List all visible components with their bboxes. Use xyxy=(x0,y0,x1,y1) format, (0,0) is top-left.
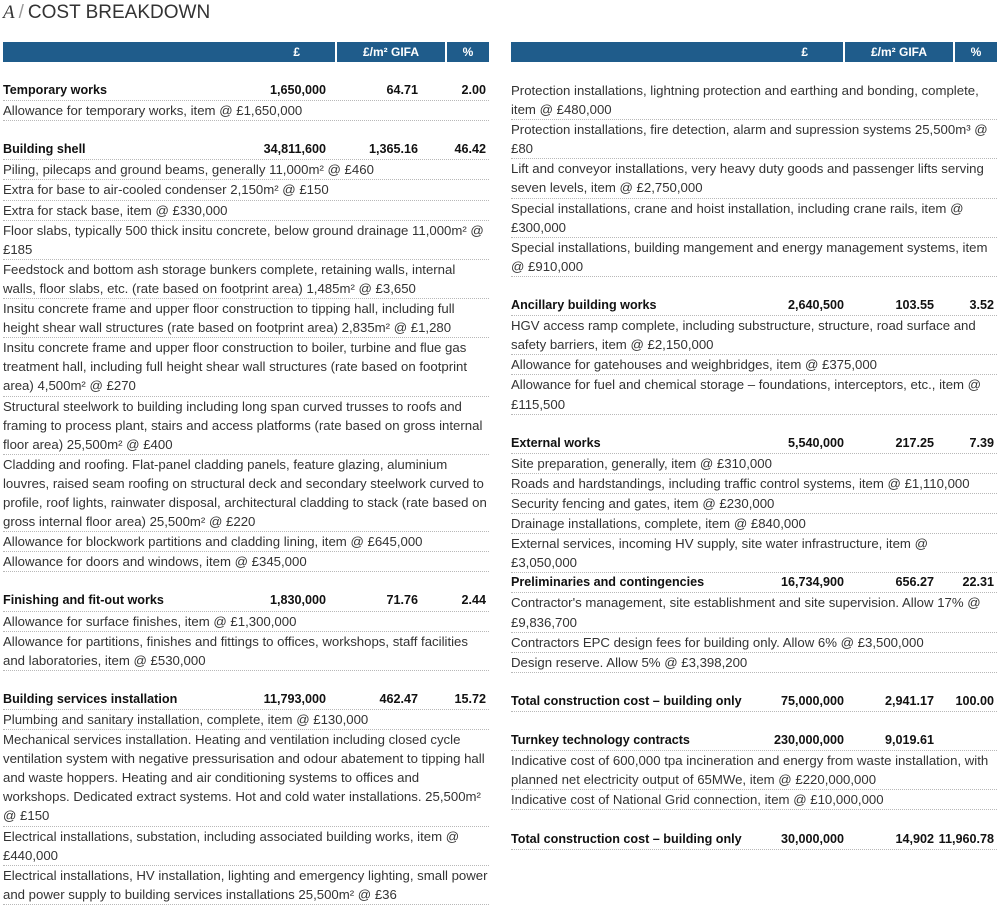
line-item: Site preparation, generally, item @ £310,000 xyxy=(511,454,997,474)
section-temporary-works xyxy=(3,81,489,101)
section-gifa: 64.71 xyxy=(386,83,418,97)
line-item: Allowance for gatehouses and weighbridges, item @ £375,000 xyxy=(511,355,997,375)
line-item: HGV access ramp complete, including substructure, structure, road surface and safety barriers, item @ £2,150,000 xyxy=(511,316,997,355)
line-item: Insitu concrete frame and upper floor construction to boiler, turbine and flue gas treatment hall, including full height shear wall structures (rate based on footprint area) 4,500m² @ £270 xyxy=(3,338,489,396)
header-pound: £ xyxy=(511,42,843,62)
section-percent: 2.00 xyxy=(461,83,486,97)
section-percent: 22.31 xyxy=(962,575,994,590)
section-amount: 1,650,000 xyxy=(269,83,326,97)
line-item: External services, incoming HV supply, site water infrastructure, item @ £3,050,000 xyxy=(511,534,997,573)
line-item: Allowance for partitions, finishes and fittings to offices, workshops, staff facilities and laboratories, item @ £530,000 xyxy=(3,632,489,671)
section-title: Total construction cost – building only xyxy=(511,831,742,846)
section-amount: 1,830,000 xyxy=(269,593,326,608)
section-amount: 16,734,900 xyxy=(780,575,844,590)
line-item: Roads and hardstandings, including traffic control systems, item @ £1,110,000 xyxy=(511,474,997,494)
section-amount: 5,540,000 xyxy=(787,435,844,450)
line-item: Lift and conveyor installations, very heavy duty goods and passenger lifts serving seven levels, item @ £2,750,000 xyxy=(511,159,997,198)
section-amount: 75,000,000 xyxy=(780,693,844,708)
section-percent: 7.39 xyxy=(969,435,994,450)
line-item: Special installations, crane and hoist installation, including crane rails, item @ £300,000 xyxy=(511,199,997,238)
section-gifa: 103.55 xyxy=(895,298,934,313)
line-item: Protection installations, lightning protection and earthing and bonding, complete, item @ £480,000 xyxy=(511,81,997,120)
line-item: Insitu concrete frame and upper floor construction to tipping hall, including full height shear wall structures (rate based on footprint area) 2,835m² @ £1,280 xyxy=(3,299,489,338)
line-item: Allowance for doors and windows, item @ £345,000 xyxy=(3,552,489,572)
line-item: Extra for base to air-cooled condenser 2,150m² @ £150 xyxy=(3,180,489,200)
line-item: Plumbing and sanitary installation, complete, item @ £130,000 xyxy=(3,710,489,730)
line-item: Allowance for surface finishes, item @ £1,300,000 xyxy=(3,612,489,632)
line-item: Protection installations, fire detection, alarm and supression systems 25,500m³ @ £80 xyxy=(511,120,997,159)
section-title: Building services installation xyxy=(3,691,178,706)
line-item: Allowance for blockwork partitions and cladding lining, item @ £645,000 xyxy=(3,532,489,552)
section-percent: 11,960.78 xyxy=(938,831,994,846)
line-item: Security fencing and gates, item @ £230,000 xyxy=(511,494,997,514)
line-item: Feedstock and bottom ash storage bunkers complete, retaining walls, internal walls, floor slabs, etc. (rate based on footprint area) 1,485m² @ £3,650 xyxy=(3,260,489,299)
total-row xyxy=(511,830,997,850)
title-separator: / xyxy=(18,2,24,23)
section-title: Turnkey technology contracts xyxy=(511,733,690,748)
section-finishing-fitout xyxy=(3,591,489,611)
page-title xyxy=(3,0,210,28)
section-percent xyxy=(934,731,997,750)
section-title: Preliminaries and contingencies xyxy=(511,575,705,590)
header-gifa: £/m² GIFA xyxy=(337,42,445,62)
line-item: Structural steelwork to building including long span curved trusses to roofs and framing to process plant, stairs and access platforms (rate based on gross internal floor area) 25,500m² @ £400 xyxy=(3,397,489,455)
section-gifa: 1,365.16 xyxy=(368,142,418,157)
line-item: Mechanical services installation. Heating and ventilation including closed cycle ventilation system with negative pressurisation and odour abatement to tipping hall and waste hoppers. Heating and air conditioning systems to offices and workshops. Dedicated extract systems. Hot and cold water installations. 25,500m² @ £150 xyxy=(3,730,489,826)
section-title: Ancillary building works xyxy=(511,298,657,313)
section-percent: 15.72 xyxy=(454,691,486,706)
line-item: Extra for stack base, item @ £330,000 xyxy=(3,201,489,221)
section-title: Finishing and fit-out works xyxy=(3,593,164,608)
section-amount: 30,000,000 xyxy=(780,831,844,846)
section-gifa: 217.25 xyxy=(895,435,934,450)
line-item: Electrical installations, HV installation, lighting and emergency lighting, small power and power supply to building services installations 25,500m² @ £36 xyxy=(3,866,489,905)
line-item: Floor slabs, typically 500 thick insitu concrete, below ground drainage 11,000m² @ £185 xyxy=(3,221,489,260)
header-gifa: £/m² GIFA xyxy=(845,42,953,62)
line-item: Contractor's management, site establishment and site supervision. Allow 17% @ £9,836,700 xyxy=(511,593,997,632)
left-column xyxy=(3,42,489,905)
line-item: Drainage installations, complete, item @ £840,000 xyxy=(511,514,997,534)
section-gifa: 14,902 xyxy=(895,831,934,846)
section-gifa: 656.27 xyxy=(895,575,934,590)
header-percent: % xyxy=(955,42,997,62)
section-turnkey xyxy=(511,731,997,751)
line-item: Contractors EPC design fees for building only. Allow 6% @ £3,500,000 xyxy=(511,633,997,653)
line-item: Design reserve. Allow 5% @ £3,398,200 xyxy=(511,653,997,673)
section-amount: 230,000,000 xyxy=(773,733,844,748)
table-header xyxy=(3,42,489,62)
section-percent: 46.42 xyxy=(454,142,486,157)
line-item: Allowance for temporary works, item @ £1,650,000 xyxy=(3,101,489,121)
section-title: COST BREAKDOWN xyxy=(27,2,211,23)
section-preliminaries xyxy=(511,573,997,593)
line-item: Allowance for fuel and chemical storage – foundations, interceptors, etc., item @ £115,500 xyxy=(511,375,997,414)
section-gifa: 2,941.17 xyxy=(884,693,934,708)
section-gifa: 462.47 xyxy=(379,691,418,706)
section-external-works xyxy=(511,434,997,454)
section-title: Temporary works xyxy=(3,83,108,97)
line-item: Special installations, building mangement and energy management systems, item @ £910,000 xyxy=(511,238,997,277)
right-column xyxy=(511,42,997,850)
section-building-shell xyxy=(3,140,489,160)
section-title: External works xyxy=(511,435,601,450)
line-item: Electrical installations, substation, including associated building works, item @ £440,000 xyxy=(3,827,489,866)
section-percent: 3.52 xyxy=(969,298,994,313)
section-amount: 11,793,000 xyxy=(263,691,326,706)
table-header xyxy=(511,42,997,62)
section-gifa: 9,019.61 xyxy=(884,733,934,748)
section-amount: 2,640,500 xyxy=(787,298,844,313)
section-title: Total construction cost – building only xyxy=(511,693,742,708)
section-ancillary-building xyxy=(511,296,997,316)
header-pound: £ xyxy=(3,42,335,62)
line-item: Indicative cost of 600,000 tpa incineration and energy from waste installation, with planned net electricity output of 65MWe, item @ £220,000,000 xyxy=(511,751,997,790)
section-percent: 2.44 xyxy=(461,593,486,608)
section-amount: 34,811,600 xyxy=(263,142,326,157)
line-item: Indicative cost of National Grid connection, item @ £10,000,000 xyxy=(511,790,997,810)
section-title: Building shell xyxy=(3,142,86,157)
line-item: Piling, pilecaps and ground beams, generally 11,000m² @ £460 xyxy=(3,160,489,180)
section-gifa: 71.76 xyxy=(386,593,418,608)
section-building-services xyxy=(3,690,489,710)
header-percent: % xyxy=(447,42,489,62)
section-percent: 100.00 xyxy=(955,693,994,708)
line-item: Cladding and roofing. Flat-panel cladding panels, feature glazing, aluminium louvres, raised seam roofing on structural deck and secondary steelwork curved to profile, roof lights, rainwater disposal, architectural cladding to stack (rate based on gross internal floor area) 25,500m² @ £220 xyxy=(3,455,489,532)
total-row xyxy=(511,692,997,712)
section-letter: A xyxy=(3,2,15,23)
